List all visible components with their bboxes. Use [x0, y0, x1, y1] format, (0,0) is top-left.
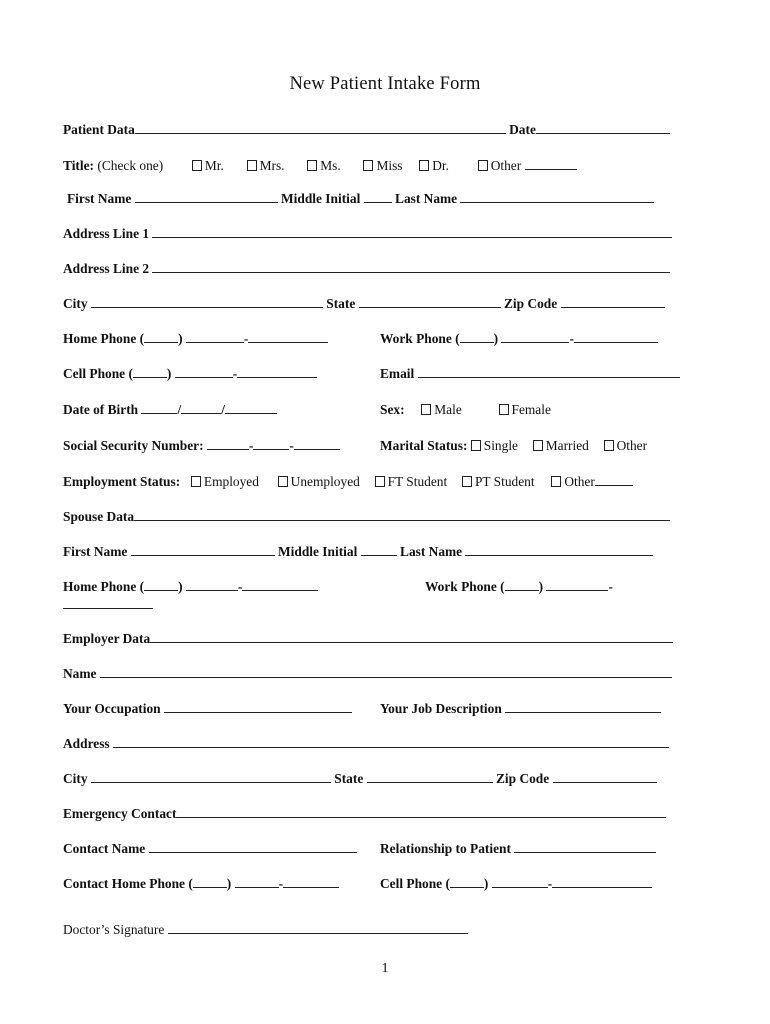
- checkbox[interactable]: [191, 476, 201, 487]
- marital-label: Marital Status:: [380, 438, 468, 453]
- ssn-part3-field[interactable]: [294, 436, 340, 450]
- occupation-label: Your Occupation: [63, 701, 161, 716]
- title-label: Title:: [63, 158, 94, 173]
- employer-state-field[interactable]: [367, 769, 493, 783]
- checkbox[interactable]: [478, 160, 488, 171]
- patient-data-row: [63, 120, 683, 140]
- spouse-section-label: Spouse Data: [63, 509, 135, 524]
- checkbox[interactable]: [499, 404, 509, 415]
- first-name-label: First Name: [67, 191, 132, 206]
- spouse-home-phone-prefix-field[interactable]: [186, 577, 238, 591]
- contact-home-phone-line-field[interactable]: [283, 874, 339, 888]
- employer-name-label: Name: [63, 666, 97, 681]
- spouse-work-phone-group: Work Phone ( ) -: [425, 579, 613, 594]
- home-phone-prefix-field[interactable]: [186, 329, 244, 343]
- title-option-mr[interactable]: Mr.: [192, 156, 224, 176]
- work-phone-area-field[interactable]: [460, 329, 494, 343]
- relationship-group: [380, 839, 656, 859]
- sex-group: [380, 400, 551, 420]
- checkbox[interactable]: [192, 160, 202, 171]
- marital-group: [380, 436, 647, 456]
- checkbox[interactable]: [551, 476, 561, 487]
- spouse-last-name-label: Last Name: [400, 544, 463, 559]
- employer-address-row: [63, 734, 683, 754]
- home-phone-label: Home Phone (: [63, 331, 145, 346]
- employment-row: [63, 472, 683, 492]
- first-name-field[interactable]: [135, 189, 278, 203]
- job-description-group: [380, 699, 661, 719]
- cell-phone-line-field[interactable]: [237, 364, 317, 378]
- relationship-field[interactable]: [514, 839, 656, 853]
- contact-cell-phone-label: Cell Phone (: [380, 876, 450, 891]
- sex-label: Sex:: [380, 402, 405, 417]
- state-field[interactable]: [359, 294, 501, 308]
- employment-label: Employment Status:: [63, 474, 181, 489]
- job-description-label: Your Job Description: [380, 701, 502, 716]
- occupation-field[interactable]: [164, 699, 352, 713]
- spouse-last-name-field[interactable]: [465, 542, 653, 556]
- employer-name-row: [63, 664, 683, 684]
- relationship-label: Relationship to Patient: [380, 841, 511, 856]
- address2-row: [63, 259, 683, 279]
- checkbox[interactable]: [375, 476, 385, 487]
- signature-field[interactable]: [168, 920, 468, 934]
- employer-city-row: [63, 769, 683, 789]
- employer-address-field[interactable]: [113, 734, 669, 748]
- ssn-group: Social Security Number: - -: [63, 436, 340, 456]
- home-phone-group: Home Phone ( ) -: [63, 329, 328, 349]
- employment-option-employed[interactable]: Employed: [191, 472, 259, 492]
- marital-option-married[interactable]: Married: [533, 436, 589, 456]
- middle-initial-field[interactable]: [364, 189, 392, 203]
- employer-section-line: [150, 629, 673, 643]
- title-option-dr[interactable]: Dr.: [419, 156, 449, 176]
- contact-name-label: Contact Name: [63, 841, 146, 856]
- checkbox[interactable]: [278, 476, 288, 487]
- city-state-zip-row: [63, 294, 683, 314]
- contact-cell-phone-area-field[interactable]: [450, 874, 484, 888]
- contact-name-group: [63, 839, 357, 859]
- spouse-first-name-label: First Name: [63, 544, 128, 559]
- employer-city-label: City: [63, 771, 88, 786]
- ssn-label: Social Security Number:: [63, 438, 204, 453]
- address1-label: Address Line 1: [63, 226, 150, 241]
- page-number: 1: [381, 961, 389, 976]
- cell-phone-label: Cell Phone (: [63, 366, 133, 381]
- date-label: Date: [509, 122, 536, 137]
- signature-group: [63, 920, 468, 940]
- contact-home-phone-area-field[interactable]: [193, 874, 227, 888]
- email-group: [380, 364, 680, 384]
- email-field[interactable]: [418, 364, 680, 378]
- employment-option-unemployed[interactable]: Unemployed: [278, 472, 360, 492]
- spouse-work-phone-line-field[interactable]: [63, 595, 153, 609]
- dob-group: Date of Birth / /: [63, 400, 277, 420]
- job-description-field[interactable]: [505, 699, 661, 713]
- patient-section-line: [135, 120, 506, 134]
- checkbox[interactable]: [421, 404, 431, 415]
- contact-home-phone-label: Contact Home Phone (: [63, 876, 193, 891]
- spouse-work-phone-label: Work Phone (: [425, 579, 505, 594]
- zip-field[interactable]: [561, 294, 665, 308]
- patient-section-label: Patient Data: [63, 122, 135, 137]
- city-field[interactable]: [91, 294, 323, 308]
- contact-home-phone-group: Contact Home Phone ( ) -: [63, 874, 339, 894]
- dob-month-field[interactable]: [141, 400, 177, 414]
- marital-option-other[interactable]: Other: [604, 436, 648, 456]
- contact-cell-phone-prefix-field[interactable]: [492, 874, 548, 888]
- last-name-label: Last Name: [395, 191, 458, 206]
- title-option-mrs[interactable]: Mrs.: [247, 156, 285, 176]
- cell-phone-group: Cell Phone ( ) -: [63, 364, 317, 384]
- home-phone-area-field[interactable]: [144, 329, 178, 343]
- signature-label: Doctor’s Signature: [63, 922, 165, 937]
- ssn-part2-field[interactable]: [253, 436, 289, 450]
- occupation-group: [63, 699, 352, 719]
- checkbox[interactable]: [307, 160, 317, 171]
- cell-phone-area-field[interactable]: [133, 364, 167, 378]
- title-row: [63, 156, 683, 176]
- city-label: City: [63, 296, 88, 311]
- check-one-note: (Check one): [97, 158, 164, 173]
- checkbox[interactable]: [363, 160, 373, 171]
- spouse-data-row: [63, 507, 683, 527]
- dob-label: Date of Birth: [63, 402, 139, 417]
- middle-initial-label: Middle Initial: [281, 191, 361, 206]
- contact-cell-phone-group: Cell Phone ( ) -: [380, 874, 652, 894]
- employer-zip-field[interactable]: [553, 769, 657, 783]
- title-other-field[interactable]: [525, 156, 577, 170]
- checkbox[interactable]: [604, 440, 614, 451]
- employment-option-ft-student[interactable]: FT Student: [375, 472, 448, 492]
- sex-option-male[interactable]: Male: [421, 400, 462, 420]
- spouse-work-phone-continued: [63, 595, 153, 615]
- spouse-section-line: [134, 507, 670, 521]
- title-option-miss[interactable]: Miss: [363, 156, 402, 176]
- spouse-home-phone-line-field[interactable]: [242, 577, 318, 591]
- spouse-home-phone-label: Home Phone (: [63, 579, 145, 594]
- spouse-name-row: [63, 542, 693, 562]
- employer-section-label: Employer Data: [63, 631, 151, 646]
- address1-row: [63, 224, 683, 244]
- work-phone-line-field[interactable]: [574, 329, 658, 343]
- address1-field[interactable]: [152, 224, 672, 238]
- checkbox[interactable]: [247, 160, 257, 171]
- sex-option-female[interactable]: Female: [499, 400, 551, 420]
- address2-field[interactable]: [152, 259, 670, 273]
- email-label: Email: [380, 366, 415, 381]
- zip-label: Zip Code: [504, 296, 558, 311]
- work-phone-prefix-field[interactable]: [501, 329, 569, 343]
- dob-day-field[interactable]: [181, 400, 221, 414]
- contact-name-field[interactable]: [149, 839, 357, 853]
- date-field[interactable]: [536, 120, 670, 134]
- spouse-middle-initial-label: Middle Initial: [278, 544, 358, 559]
- work-phone-group: Work Phone ( ) -: [380, 329, 658, 349]
- marital-option-single[interactable]: Single: [471, 436, 518, 456]
- emergency-contact-row: [63, 804, 683, 824]
- form-title: New Patient Intake Form: [289, 74, 481, 94]
- employer-address-label: Address: [63, 736, 110, 751]
- contact-cell-phone-line-field[interactable]: [552, 874, 652, 888]
- employment-other-field[interactable]: [595, 472, 633, 486]
- emergency-section-label: Emergency Contact: [63, 806, 177, 821]
- ssn-part1-field[interactable]: [207, 436, 249, 450]
- title-option-ms[interactable]: Ms.: [307, 156, 340, 176]
- dob-year-field[interactable]: [225, 400, 277, 414]
- last-name-field[interactable]: [460, 189, 654, 203]
- employer-zip-label: Zip Code: [496, 771, 550, 786]
- checkbox[interactable]: [462, 476, 472, 487]
- employer-state-label: State: [334, 771, 364, 786]
- contact-home-phone-prefix-field[interactable]: [235, 874, 279, 888]
- address2-label: Address Line 2: [63, 261, 150, 276]
- spouse-first-name-field[interactable]: [131, 542, 275, 556]
- state-label: State: [326, 296, 356, 311]
- employer-city-field[interactable]: [91, 769, 331, 783]
- checkbox[interactable]: [533, 440, 543, 451]
- spouse-home-phone-group: Home Phone ( ) -: [63, 577, 318, 597]
- spouse-middle-initial-field[interactable]: [361, 542, 397, 556]
- employment-option-pt-student[interactable]: PT Student: [462, 472, 535, 492]
- work-phone-label: Work Phone (: [380, 331, 460, 346]
- emergency-section-line: [176, 804, 666, 818]
- spouse-home-phone-area-field[interactable]: [144, 577, 178, 591]
- checkbox[interactable]: [471, 440, 481, 451]
- title-option-other[interactable]: Other: [478, 156, 522, 176]
- checkbox[interactable]: [419, 160, 429, 171]
- employer-data-row: [63, 629, 683, 649]
- home-phone-line-field[interactable]: [248, 329, 328, 343]
- cell-phone-prefix-field[interactable]: [175, 364, 233, 378]
- patient-name-row: [67, 189, 692, 209]
- employer-name-field[interactable]: [100, 664, 672, 678]
- employment-option-other[interactable]: Other: [551, 472, 595, 492]
- spouse-work-phone-prefix-field[interactable]: [546, 577, 608, 591]
- spouse-work-phone-area-field[interactable]: [505, 577, 539, 591]
